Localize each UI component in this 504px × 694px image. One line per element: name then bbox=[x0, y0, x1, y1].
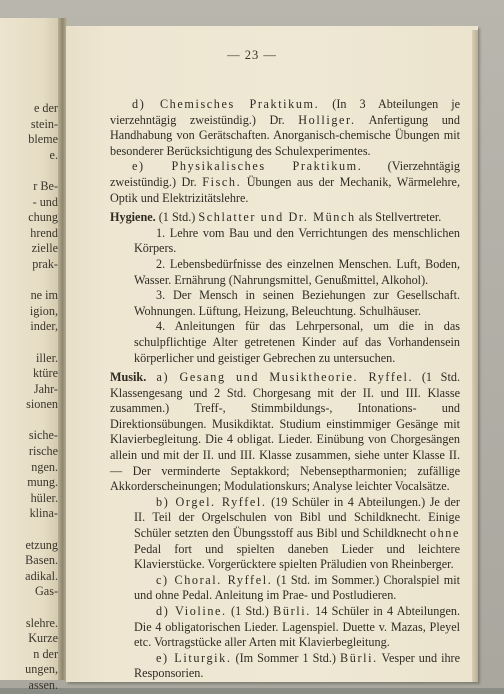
teacher-name: Ryffel. bbox=[215, 494, 267, 509]
left-page-line: rische bbox=[28, 444, 58, 459]
page-edge bbox=[472, 30, 478, 682]
list-item: 3. Der Mensch in seinen Beziehungen zur Gesellschaft. Wohnungen. Lüftung, Heizung, Beleuchtung. Schulhäuser. bbox=[134, 288, 460, 318]
paragraph-text: (1 Std.) bbox=[226, 604, 274, 618]
left-page-line: Jahr- bbox=[33, 381, 58, 396]
section-label: d) Chemisches Praktikum. bbox=[132, 97, 320, 111]
paragraph-orgel bbox=[134, 495, 460, 573]
paragraph-text: Anfertigung und Handhabung von Gerätschaften. Anorganisch-chemische Übungen mit besonderer Berücksichtigung des Schulexperimentes. bbox=[110, 112, 460, 158]
left-page-line: stein- bbox=[30, 116, 58, 131]
left-page-line: ktüre bbox=[32, 366, 58, 381]
paragraph-text: (1 Std. im Sommer.) Choralspiel mit und ohne Pedal. Anleitung im Prae- und Postludieren. bbox=[134, 572, 461, 603]
section-label: d) Violine. bbox=[156, 604, 227, 618]
left-page-line: e. bbox=[49, 147, 58, 162]
section-label: e) Liturgik. bbox=[156, 650, 232, 665]
paragraph-chemisches-praktikum bbox=[110, 97, 460, 159]
list-item: 1. Lehre vom Bau und den Verrichtungen des menschlichen Körpers. bbox=[134, 225, 460, 256]
section-label: e) Physikalisches Praktikum. bbox=[132, 159, 363, 174]
left-page-line: n der bbox=[33, 646, 58, 661]
section-heading: Hygiene. bbox=[110, 210, 156, 225]
left-page-line: - und bbox=[32, 194, 58, 209]
left-page-line: Gas- bbox=[34, 584, 58, 599]
paragraph-text: Vesper und ihre Responsorien. bbox=[134, 650, 461, 681]
emphasis: ohne bbox=[429, 526, 460, 541]
left-page-line: zielle bbox=[31, 241, 58, 256]
left-page-line: ngen. bbox=[31, 459, 58, 474]
left-page-line bbox=[0, 413, 58, 429]
left-page-line: e der bbox=[33, 101, 58, 115]
left-page-line: igion, bbox=[29, 303, 58, 318]
paragraph-physikalisches-praktikum bbox=[110, 159, 460, 206]
list-item: 2. Lebensbedürfnisse des einzelnen Menschen. Luft, Boden, Wasser. Ernährung (Nahrungsmittel, Genußmittel, Alkohol). bbox=[134, 256, 460, 287]
section-label: c) Choral. bbox=[156, 572, 222, 587]
teacher-name: Bürli. bbox=[273, 604, 311, 618]
section-heading: Musik. bbox=[110, 370, 147, 385]
left-page-line: iller. bbox=[36, 350, 58, 365]
paragraph-text: Pedal fort und spielten daneben Lieder und leichtere Klavierstücke. Vorgerücktere spielten Präludien von Rheinberger. bbox=[134, 541, 460, 572]
left-page-line: Kurze bbox=[28, 631, 58, 646]
left-page-line: prak- bbox=[32, 256, 58, 271]
left-page-line bbox=[0, 273, 58, 289]
teacher-name: Fisch. bbox=[202, 174, 242, 189]
left-page-line: slehre. bbox=[25, 615, 58, 630]
left-page-line bbox=[0, 522, 58, 538]
left-page-line: etzung bbox=[25, 537, 58, 552]
paragraph-musik bbox=[110, 370, 460, 495]
left-page-line: Basen. bbox=[25, 553, 58, 568]
left-page-line: hrend bbox=[30, 225, 58, 240]
left-page-line: chung bbox=[28, 210, 58, 225]
left-page bbox=[0, 18, 62, 692]
left-page-line: mung. bbox=[27, 475, 58, 490]
page-body bbox=[110, 97, 460, 682]
left-page-line: ungen, bbox=[25, 662, 58, 677]
section-label: a) Gesang und Musiktheorie. bbox=[146, 370, 359, 385]
teacher-name: Ryffel. bbox=[358, 370, 414, 385]
teacher-name: Bürli. bbox=[340, 650, 378, 665]
left-page-line: siche- bbox=[28, 428, 58, 443]
left-page-line: adikal. bbox=[25, 568, 58, 583]
teacher-name: Ryffel. bbox=[221, 572, 273, 587]
paragraph-choral bbox=[134, 573, 460, 604]
paragraph-text: als Stellvertreter. bbox=[355, 210, 442, 225]
paragraph-text: Übungen aus der Mechanik, Wärmelehre, Optik und Elektrizitätslehre. bbox=[110, 174, 460, 205]
left-page-line: sionen bbox=[26, 397, 58, 412]
teacher-name: Schlatter und Dr. Münch bbox=[198, 210, 356, 225]
page-number: — 23 — bbox=[227, 48, 277, 62]
left-page-text bbox=[0, 101, 58, 694]
left-page-line: bleme bbox=[28, 132, 58, 147]
left-page-line: assen. bbox=[28, 677, 58, 692]
left-page-line bbox=[0, 335, 58, 351]
paragraph-text: (Im Sommer 1 Std.) bbox=[231, 650, 341, 665]
paragraph-text: (1 Std. Klassengesang und 2 Std. Chorgesang mit der II. und III. Klasse zusammen.) Treff-, Stimmbildungs-, Intonations- und Direktionsübungen. Musikdiktat. Studium einstimmiger Gesänge mit Klavierbegleitung. Die 4 obligat. Lieder. Einübung von Chorgesängen allein und mit der II. und III. Klasse zusammen, siehe unter Klasse II. — Der verminderte Septakkord; Nebenseptharmonien; zufällige Akkorderscheinungen; Modulationskurs; Analyse leichter Vocalsätze. bbox=[110, 370, 460, 494]
paragraph-text: 14 Schüler in 4 Abteilungen. Die 4 obligatorischen Lieder. Lagenspiel. Duette v. Mazas, Pleyel etc. Vortragstücke aller Arten mit Klavierbegleitung. bbox=[134, 604, 460, 650]
paragraph-text: (1 Std.) bbox=[155, 210, 199, 225]
paragraph-text: (In 3 Abteilungen je vierzehntägig zweistündig.) Dr. bbox=[110, 97, 460, 127]
left-page-line: ne im bbox=[30, 288, 58, 303]
section-label: b) Orgel. bbox=[156, 494, 216, 509]
teacher-name: Holliger. bbox=[298, 112, 356, 127]
left-page-line: klina- bbox=[29, 506, 58, 521]
paragraph-violine bbox=[134, 604, 460, 651]
left-page-line: r Be- bbox=[33, 178, 58, 193]
list-item: 4. Anleitungen für das Lehrpersonal, um die in das schulpflichtige Alter getretenen Kinder auf das Vorhandensein körperlicher und geistiger Gebrechen zu untersuchen. bbox=[134, 319, 460, 365]
left-page-line bbox=[0, 163, 58, 179]
paragraph-text: (Vierzehntägig zweistündig.) Dr. bbox=[110, 159, 460, 189]
left-page-line: hüler. bbox=[30, 490, 58, 505]
paragraph-text: (19 Schüler in 4 Abteilungen.) Je der II. Teil der Orgelschulen von Bibl und Schildknecht. Einige Schüler setzten den Übungsstoff aus Bibl und Schildknecht bbox=[134, 494, 460, 541]
left-page-line: inder, bbox=[30, 319, 58, 334]
paragraph-liturgik bbox=[134, 651, 460, 682]
left-page-line bbox=[0, 600, 58, 616]
paragraph-hygiene bbox=[110, 210, 460, 226]
